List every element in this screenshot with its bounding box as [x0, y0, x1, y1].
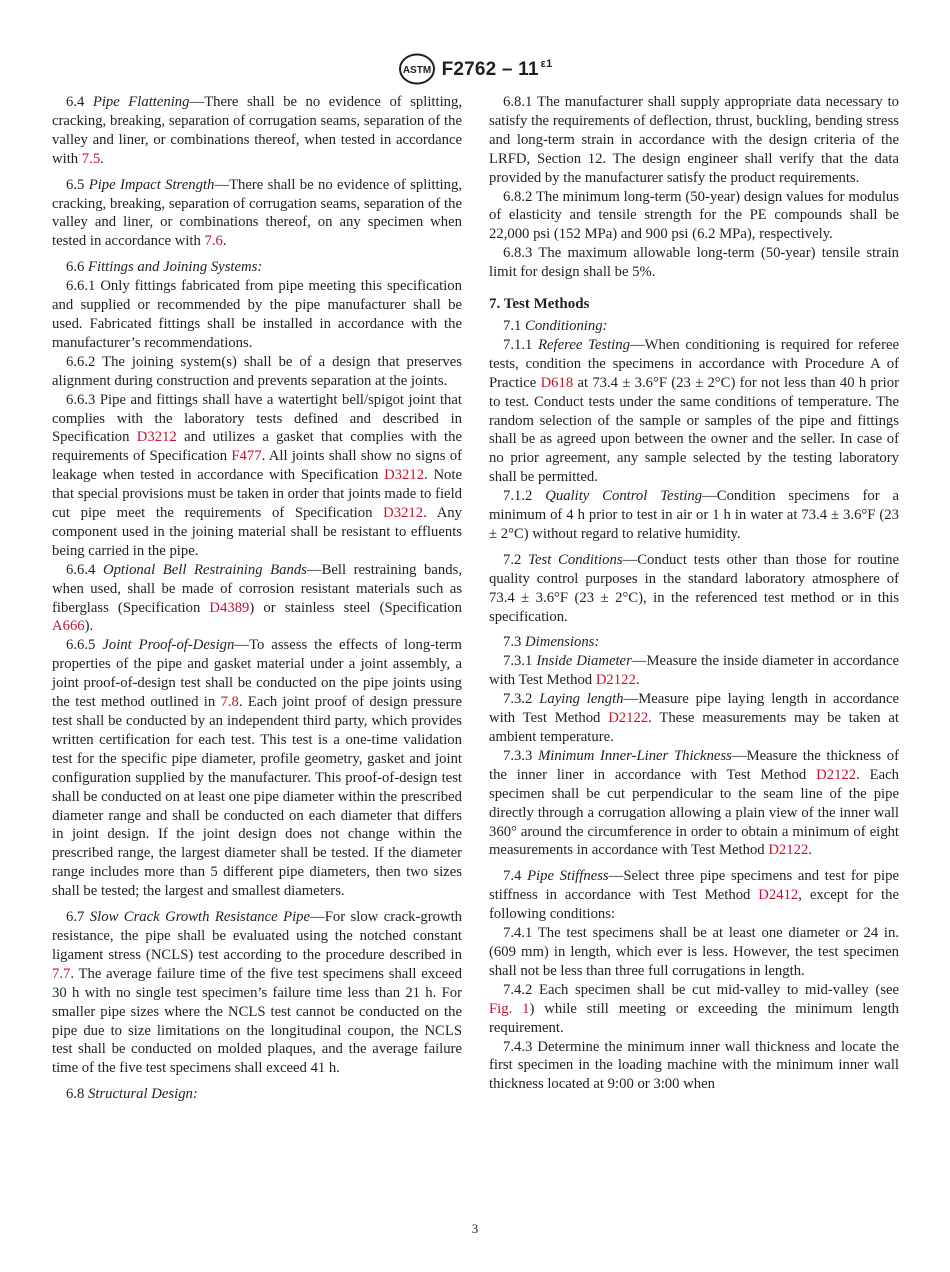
figure-link[interactable]: Fig. 1: [489, 1000, 530, 1017]
ref-link[interactable]: D4389: [209, 599, 250, 616]
ref-link[interactable]: 7.8: [220, 694, 239, 711]
ref-link[interactable]: 7.7: [52, 965, 71, 982]
section-7-4: 7.4 Pipe Stiffness—Select three pipe specimens and test for pipe stiffness in accordance with Test Method D2412, except for the following conditions:: [489, 868, 899, 923]
section-7-3-1: 7.3.1 Inside Diameter—Measure the inside diameter in accordance with Test Method D2122.: [489, 653, 900, 689]
ref-link[interactable]: D3212: [136, 429, 177, 446]
section-6-4: 6.4 Pipe Flattening—There shall be no evidence of splitting, cracking, breaking, separation of corrugation seams, separation of the valley and liner, or combinations thereof, when tested in accordance with 7.5.: [52, 94, 463, 167]
section-6-7: 6.7 Slow Crack Growth Resistance Pipe—For slow crack-growth resistance, the pipe shall be evaluated using the notched constant ligament stress (NCLS) test according to the procedure described in 7.7. The average failure time of the five test specimens shall exceed 30 h with no single test specimen’s failure time less than 21 h. For smaller pipe sizes where the NCLS test cannot be conducted on the pipe due to size limitations on the longitudinal coupon, the NCLS test shall be conducted on molded plaques, and the average failure time of the five test specimens shall exceed 41 h.: [52, 909, 463, 1077]
section-6-8: 6.8 Structural Design:: [66, 1086, 198, 1103]
epsilon-mark: ε1: [540, 57, 553, 70]
section-7-4-2: 7.4.2 Each specimen shall be cut mid-valley to mid-valley (see Fig. 1) while still meeting or exceeding the minimum length requirement.: [489, 981, 899, 1036]
section-7-4-1: 7.4.1 The test specimens shall be at least one diameter or 24 in. (609 mm) in length, which ever is less. However, the test specimen shall not be less than three full corrugations in length.: [489, 925, 899, 979]
ref-link[interactable]: D3212: [383, 505, 424, 522]
section-7-2: 7.2 Test Conditions—Conduct tests other than those for routine quality control purposes in the standard laboratory atmosphere of 73.4 ± 3.6°F (23 ± 2°C), in the referenced test method or in this specification.: [489, 551, 899, 625]
ref-link[interactable]: D3212: [384, 467, 425, 484]
right-column: [489, 93, 899, 1094]
document-designation: F2762 – 11 $^{\varepsilon 1}$: [441, 57, 553, 80]
section-6-8-1: 6.8.1 The manufacturer shall supply appropriate data necessary to satisfy the requirements of deflection, thrust, buckling, bending stress and long-term strain in accordance with the design criteria of the LRFD, Section 12. The design engineer shall verify that the data provided by the manufacturer satisfy the product requirements.: [489, 94, 899, 186]
section-7-1: 7.1 Conditioning:: [503, 317, 608, 334]
section-6-6: 6.6 Fittings and Joining Systems:: [66, 259, 263, 276]
astm-logo-icon: [398, 53, 436, 85]
ref-link[interactable]: 7.6: [204, 233, 223, 250]
ref-link[interactable]: D2122: [608, 710, 649, 727]
section-6-8-3: 6.8.3 The maximum allowable long-term (50-year) tensile strain limit for design shall be 5%.: [489, 245, 899, 281]
ref-link[interactable]: D618: [540, 374, 574, 391]
section-7-4-3: 7.4.3 Determine the minimum inner wall thickness and locate the first specimen in the loading machine with the minimum inner wall thickness located at 9:00 or 3:00 when: [489, 1038, 899, 1093]
section-6-5: 6.5 Pipe Impact Strength—There shall be no evidence of splitting, cracking, breaking, separation of corrugation seams, separation of the valley and liner, or combinations thereof, on any specimen when tested in accordance with 7.6.: [52, 176, 462, 250]
ref-link[interactable]: D2122: [768, 842, 809, 859]
ref-link[interactable]: D2122: [816, 766, 857, 783]
page-header: [0, 52, 950, 86]
ref-link[interactable]: F477: [231, 448, 262, 465]
section-6-6-3: 6.6.3 Pipe and fittings shall have a watertight bell/spigot joint that complies with the laboratory tests defined and described in Specification D3212 and utilizes a gasket that complies with the requirements of Specification F477. All joints shall show no signs of leakage when tested in accordance with Specification D3212. Note that special provisions must be taken in order that joints made to field cut pipe meet the requirements of Specification D3212. Any component used in the joining material shall be resistant to effluents being carried in the pipe.: [52, 391, 462, 559]
section-6-6-1: 6.6.1 Only fittings fabricated from pipe meeting this specification and supplied or recommended by the pipe manufacturer shall be used. Fabricated fittings shall be installed in accordance with the manufacturer’s recommendations.: [52, 278, 462, 351]
ref-link[interactable]: D2412: [758, 887, 799, 904]
section-7-1-2: 7.1.2 Quality Control Testing—Condition specimens for a minimum of 4 h prior to test in air or 1 h in water at 73.4 ± 3.6°F (23 ± 2°C) without regard to relative humidity.: [489, 488, 899, 542]
logo-text: ASTM: [402, 65, 431, 76]
section-6-8-2: 6.8.2 The minimum long-term (50-year) design values for modulus of elasticity and tensile strength for the PE compounds shall be 22,000 psi (152 MPa) and 900 psi (6.2 MPa), respectively.: [489, 188, 899, 243]
section-heading-7: 7. Test Methods: [489, 296, 590, 313]
section-7-3: 7.3 Dimensions:: [503, 634, 600, 651]
section-6-6-5: 6.6.5 Joint Proof-of-Design—To assess the effects of long-term properties of the pipe and gasket material under a joint assembly, a joint proof-of-design test shall be conducted on the pipe joints using the test method outlined in 7.8. Each joint proof of design pressure test shall be conducted by an independent third party, which provides written certification for each test. This test is a one-time validation test for the specific pipe diameter, profile geometry, gasket and joint configuration supplied by the manufacturer. This proof-of-design test shall be conducted on at least one pipe diameter within the prescribed diameter range and shall be conducted on each diameter that differs in joint design. If the joint design does not change within the prescribed range, the largest diameter shall be tested. If the diameter range includes more than 5 different pipe diameters, then two sizes shall be tested; the largest and smallest diameters.: [52, 637, 462, 900]
ref-link[interactable]: 7.5: [81, 150, 101, 167]
section-7-3-2: 7.3.2 Laying length—Measure pipe laying length in accordance with Test Method D2122. These measurements may be taken at ambient temperature.: [489, 691, 899, 745]
section-6-6-4: 6.6.4 Optional Bell Restraining Bands—Bell restraining bands, when used, shall be made of corrosion resistant materials such as fiberglass (Specification D4389) or stainless steel (Specification A666).: [52, 561, 462, 635]
left-column: [52, 93, 462, 1104]
ref-link[interactable]: A666: [52, 618, 85, 635]
section-7-3-3: 7.3.3 Minimum Inner-Liner Thickness—Measure the thickness of the inner liner in accordance with Test Method D2122. Each specimen shall be cut perpendicular to the seam line of the pipe directly through a corrugation allowing a plain view of the inner wall 360° around the circumference in order to obtain a minimum of eight measurements in accordance with Test Method D2122.: [489, 747, 900, 859]
page-number: 3: [471, 1221, 479, 1236]
ref-link[interactable]: D2122: [595, 672, 636, 689]
section-6-6-2: 6.6.2 The joining system(s) shall be of a design that preserves alignment during construction and prevents separation at the joints.: [52, 353, 462, 389]
section-7-1-1: 7.1.1 Referee Testing—When conditioning is required for referee tests, condition the specimens in accordance with Procedure A of Practice D618 at 73.4 ± 3.6°F (23 ± 2°C) for not less than 40 h prior to test. Conduct tests under the same conditions of temperature. The random selection of the sample or samples of the pipe and fittings shall be as agreed upon between the owner and the seller. In case of no prior agreement, any sample selected by the testing laboratory shall be permitted.: [489, 336, 899, 486]
